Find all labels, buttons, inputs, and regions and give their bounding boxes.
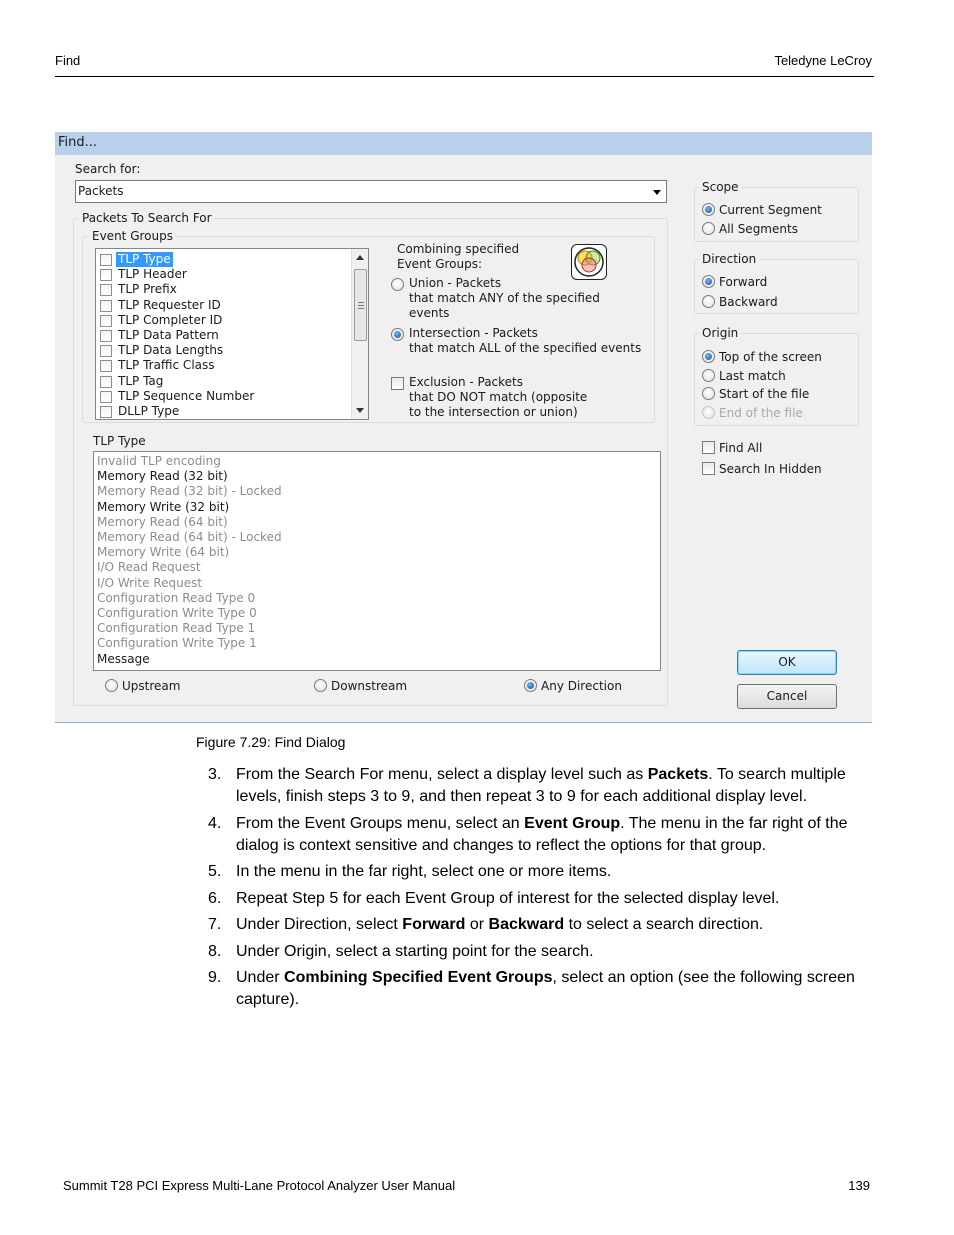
step-item: [208, 914, 874, 936]
exclusion-label: Exclusion - Packets: [409, 375, 524, 389]
event-group-checkbox[interactable]: [100, 284, 112, 296]
end-of-file-label: End of the file: [719, 406, 803, 420]
figure-caption: Figure 7.29: Find Dialog: [196, 734, 346, 750]
any-direction-label: Any Direction: [541, 679, 622, 693]
step-text: to select a search direction.: [564, 916, 764, 933]
backward-label: Backward: [719, 295, 778, 309]
search-hidden-label: Search In Hidden: [719, 462, 822, 476]
event-group-checkbox[interactable]: [100, 330, 112, 342]
intersection-radio[interactable]: [391, 328, 404, 341]
forward-radio[interactable]: [702, 275, 715, 288]
tlp-type-item[interactable]: Message: [97, 651, 150, 666]
instruction-steps: [208, 764, 874, 1016]
tlp-type-item[interactable]: Configuration Write Type 1: [97, 636, 257, 651]
step-item: [208, 888, 874, 910]
find-dialog: [55, 132, 872, 723]
event-group-label: TLP Data Pattern: [118, 328, 219, 342]
search-hidden-checkbox[interactable]: [702, 462, 715, 475]
step-emphasis: Backward: [488, 916, 565, 933]
all-segments-label: All Segments: [719, 222, 798, 236]
event-group-checkbox[interactable]: [100, 254, 112, 266]
intersection-label: Intersection - Packets: [409, 326, 538, 340]
step-text: Under: [236, 969, 285, 986]
search-for-label: Search for:: [75, 162, 141, 176]
last-match-radio[interactable]: [702, 369, 715, 382]
step-text: , select an option (see the following screen capture).: [236, 969, 855, 1008]
step-number: 4.: [208, 814, 222, 832]
event-group-label: TLP Sequence Number: [118, 388, 255, 403]
event-group-label: DLLP Type: [118, 404, 180, 418]
end-of-file-radio[interactable]: [702, 406, 715, 419]
combining-label-2: Event Groups:: [397, 257, 483, 271]
upstream-radio[interactable]: [105, 679, 118, 692]
step-number: 8.: [208, 942, 222, 960]
upstream-label: Upstream: [122, 679, 181, 693]
current-segment-radio[interactable]: [702, 203, 715, 216]
step-item: [208, 813, 874, 857]
event-group-label: TLP Tag: [118, 373, 164, 388]
tlp-type-item[interactable]: Memory Read (64 bit) - Locked: [97, 530, 282, 544]
tlp-type-item[interactable]: Memory Read (64 bit): [97, 514, 228, 529]
tlp-type-item[interactable]: Configuration Read Type 0: [97, 590, 256, 605]
step-emphasis: Combining Specified Event Groups: [284, 969, 553, 986]
step-number: 7.: [208, 916, 222, 933]
intersection-desc: that match ALL of the specified events: [409, 341, 642, 355]
event-group-label: TLP Prefix: [118, 282, 177, 297]
chevron-down-icon: [653, 190, 661, 195]
event-groups-scrollbar[interactable]: [351, 249, 368, 419]
scroll-up-icon[interactable]: [356, 255, 364, 260]
exclusion-desc-2: to the intersection or union): [409, 405, 578, 419]
exclusion-checkbox[interactable]: [391, 377, 404, 390]
step-number: 9.: [208, 969, 222, 986]
top-of-screen-label: Top of the screen: [719, 350, 822, 364]
combining-label-1: Combining specified: [397, 242, 520, 256]
step-text: In the menu in the far right, select one or more items.: [236, 863, 612, 880]
find-all-checkbox[interactable]: [702, 441, 715, 454]
tlp-type-item[interactable]: I/O Read Request: [97, 560, 201, 575]
step-text: . To search multiple levels, finish steps 3 to 9, and then repeat 3 to 9 for each additional display level.: [236, 766, 846, 805]
step-item: [208, 764, 874, 808]
scroll-thumb[interactable]: [354, 269, 367, 341]
any-direction-radio[interactable]: [524, 679, 537, 692]
tlp-type-item[interactable]: Memory Write (64 bit): [97, 545, 230, 560]
event-group-label: TLP Traffic Class: [118, 358, 215, 373]
page-number: 139: [848, 1178, 870, 1193]
union-radio[interactable]: [391, 278, 404, 291]
step-text: Under Direction, select: [236, 916, 403, 933]
step-item: [208, 967, 874, 1011]
downstream-radio[interactable]: [314, 679, 327, 692]
event-group-checkbox[interactable]: [100, 345, 112, 357]
event-group-label: TLP Data Lengths: [118, 343, 224, 358]
step-emphasis: Event Group: [524, 814, 621, 832]
event-group-label: TLP Completer ID: [118, 312, 223, 327]
event-groups-label: Event Groups: [89, 229, 176, 243]
cancel-button[interactable]: Cancel: [737, 684, 837, 709]
tlp-type-item[interactable]: Memory Read (32 bit) - Locked: [97, 484, 282, 499]
event-group-checkbox[interactable]: [100, 406, 112, 418]
find-all-label: Find All: [719, 441, 763, 455]
union-desc: that match ANY of the specified: [409, 291, 600, 305]
start-of-file-label: Start of the file: [719, 387, 810, 401]
event-group-checkbox[interactable]: [100, 360, 112, 372]
origin-label: Origin: [699, 326, 741, 340]
step-text: or: [465, 916, 489, 933]
event-group-label: TLP Requester ID: [118, 297, 221, 312]
union-desc-2: events: [409, 306, 450, 320]
step-emphasis: Forward: [402, 916, 466, 933]
step-number: 3.: [208, 766, 222, 783]
search-for-value: Packets: [78, 184, 124, 198]
union-label: Union - Packets: [409, 276, 502, 290]
search-for-select[interactable]: [75, 180, 667, 203]
event-group-checkbox[interactable]: [100, 376, 112, 388]
tlp-type-item[interactable]: Configuration Write Type 0: [97, 606, 257, 620]
tlp-type-item[interactable]: Invalid TLP encoding: [97, 454, 221, 468]
tlp-type-item[interactable]: Memory Write (32 bit): [97, 499, 230, 514]
header-right: Teledyne LeCroy: [774, 53, 872, 68]
last-match-label: Last match: [719, 369, 786, 383]
event-groups-list[interactable]: [95, 248, 369, 420]
step-text: Repeat Step 5 for each Event Group of interest for the selected display level.: [236, 889, 780, 907]
header-left: Find: [55, 53, 81, 68]
packets-group-label: Packets To Search For: [79, 211, 215, 225]
scroll-down-icon[interactable]: [356, 408, 364, 413]
grip-icon: [358, 302, 364, 309]
tlp-type-label: TLP Type: [93, 434, 146, 448]
event-group-label: TLP Type: [118, 252, 171, 266]
step-number: 6.: [208, 889, 222, 907]
all-segments-radio[interactable]: [702, 222, 715, 235]
venn-diagram-icon: [571, 244, 607, 280]
tlp-type-list[interactable]: [93, 451, 661, 671]
direction-label: Direction: [699, 252, 759, 266]
step-text: . The menu in the far right of the dialog is context sensitive and changes to reflect the options for that group.: [236, 814, 848, 854]
tlp-type-item[interactable]: Memory Read (32 bit): [97, 469, 228, 484]
forward-label: Forward: [719, 275, 768, 289]
scope-label: Scope: [699, 180, 742, 194]
step-text: From the Event Groups menu, select an: [236, 814, 525, 832]
top-of-screen-radio[interactable]: [702, 350, 715, 363]
footer-title: Summit T28 PCI Express Multi-Lane Protocol Analyzer User Manual: [63, 1178, 456, 1193]
step-number: 5.: [208, 863, 222, 880]
header-rule: [55, 76, 874, 77]
step-item: [208, 861, 874, 883]
step-item: [208, 941, 874, 963]
event-group-label: TLP Header: [118, 267, 187, 282]
start-of-file-radio[interactable]: [702, 387, 715, 400]
event-group-checkbox[interactable]: [100, 315, 112, 327]
dialog-title: Find...: [55, 132, 872, 155]
event-group-checkbox[interactable]: [100, 391, 112, 403]
event-group-checkbox[interactable]: [100, 269, 112, 281]
current-segment-label: Current Segment: [719, 203, 822, 217]
step-text: From the Search For menu, select a display level such as: [236, 766, 648, 783]
downstream-label: Downstream: [331, 679, 408, 693]
backward-radio[interactable]: [702, 295, 715, 308]
event-group-checkbox[interactable]: [100, 300, 112, 312]
exclusion-desc: that DO NOT match (opposite: [409, 390, 588, 404]
tlp-type-item[interactable]: Configuration Read Type 1: [97, 621, 256, 636]
step-text: Under Origin, select a starting point for the search.: [236, 942, 594, 960]
step-emphasis: Packets: [647, 766, 709, 783]
ok-button[interactable]: OK: [737, 650, 837, 675]
tlp-type-item[interactable]: I/O Write Request: [97, 575, 203, 590]
